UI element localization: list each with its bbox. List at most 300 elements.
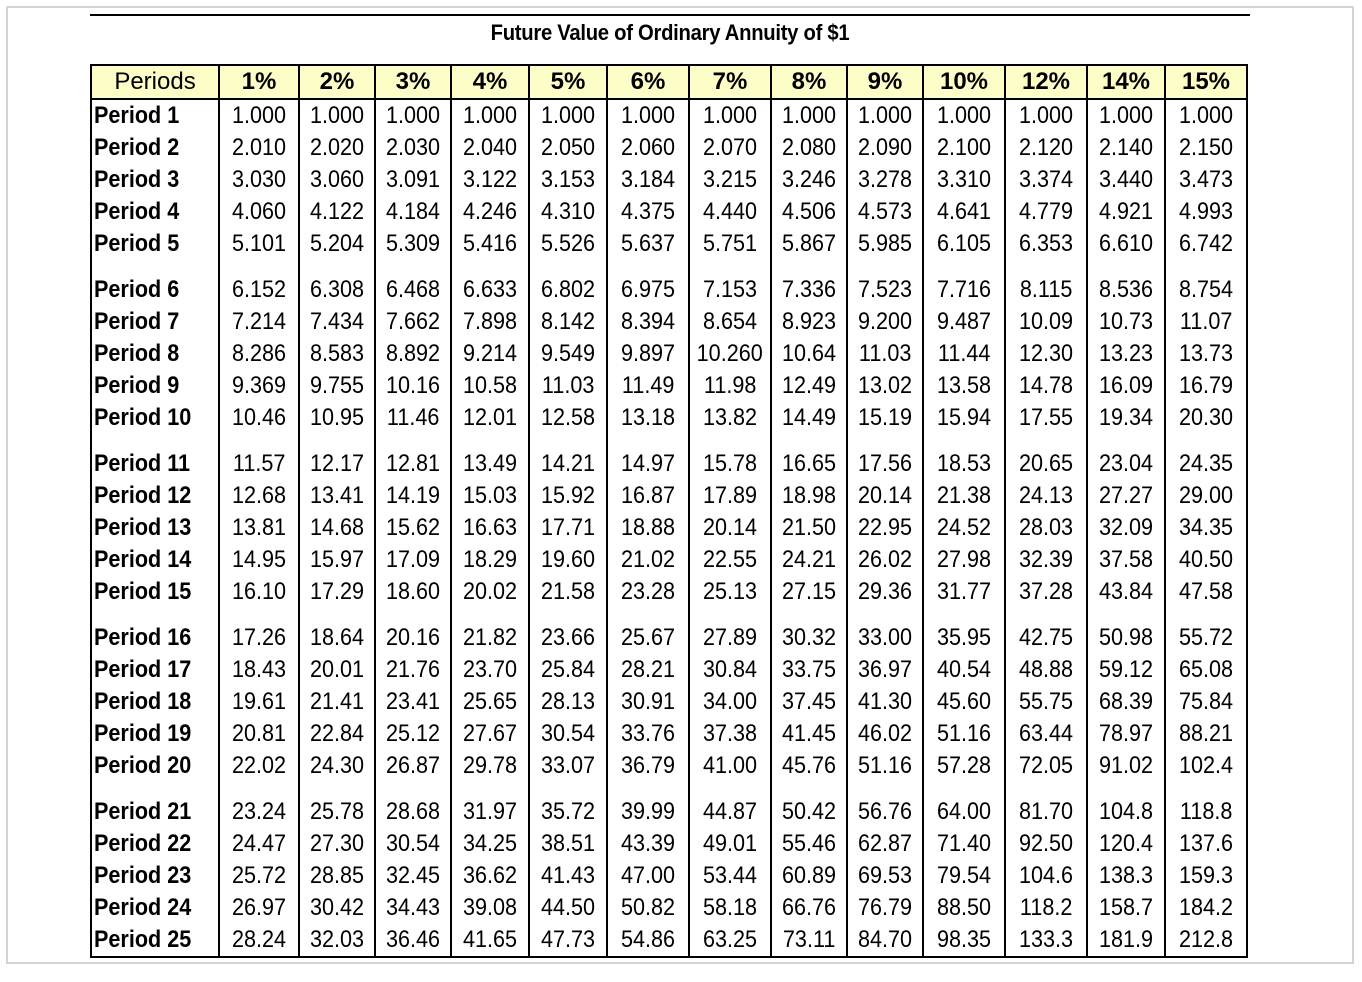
- period-label-text: Period 7: [94, 308, 180, 335]
- value-cell: [1005, 99, 1087, 132]
- value-text: 2.070: [702, 134, 758, 161]
- value-cell: [607, 480, 689, 512]
- rate-header: 7%: [689, 65, 771, 99]
- period-label: [91, 338, 219, 370]
- period-label: [91, 99, 219, 132]
- period-label-text: Period 18: [94, 688, 192, 715]
- value-text: 6.975: [620, 276, 676, 303]
- value-cell: [1005, 306, 1087, 338]
- value-cell: [689, 402, 771, 434]
- value-text: 10.16: [385, 372, 441, 399]
- spacer-cell: [1005, 434, 1087, 448]
- value-text: 102.4: [1178, 752, 1234, 779]
- value-text: 23.28: [620, 578, 676, 605]
- value-text: 2.080: [781, 134, 837, 161]
- value-cell: [1165, 718, 1247, 750]
- value-text: 5.637: [620, 230, 676, 257]
- value-cell: [529, 654, 607, 686]
- period-label: [91, 306, 219, 338]
- value-cell: [219, 544, 299, 576]
- spacer-cell: [607, 260, 689, 274]
- value-cell: [923, 576, 1005, 608]
- value-cell: [607, 402, 689, 434]
- value-text: 20.65: [1018, 450, 1074, 477]
- value-text: 20.01: [309, 656, 365, 683]
- value-cell: [451, 622, 529, 654]
- value-text: 30.91: [620, 688, 676, 715]
- periods-header: Periods: [91, 65, 219, 99]
- value-cell: [1087, 274, 1165, 306]
- value-cell: [299, 860, 375, 892]
- period-label-text: Period 12: [94, 482, 192, 509]
- value-cell: [299, 306, 375, 338]
- rate-header: 6%: [607, 65, 689, 99]
- value-cell: [1165, 892, 1247, 924]
- spacer-cell: [451, 260, 529, 274]
- table-row: [91, 544, 1247, 576]
- value-text: 36.46: [385, 926, 441, 953]
- spacer-cell: [923, 782, 1005, 796]
- value-cell: [299, 448, 375, 480]
- spacer-cell: [689, 608, 771, 622]
- value-cell: [1005, 164, 1087, 196]
- rate-header: 8%: [771, 65, 847, 99]
- value-text: 16.63: [462, 514, 518, 541]
- value-text: 8.536: [1098, 276, 1154, 303]
- table-row: [91, 718, 1247, 750]
- value-text: 23.24: [231, 798, 287, 825]
- value-text: 23.66: [540, 624, 596, 651]
- value-cell: [219, 576, 299, 608]
- spacer-cell: [607, 782, 689, 796]
- value-cell: [847, 196, 923, 228]
- value-text: 22.02: [231, 752, 287, 779]
- period-label: [91, 164, 219, 196]
- value-text: 18.64: [309, 624, 365, 651]
- value-text: 16.65: [781, 450, 837, 477]
- value-text: 39.99: [620, 798, 676, 825]
- value-cell: [219, 654, 299, 686]
- spacer-cell: [375, 782, 451, 796]
- value-cell: [1087, 544, 1165, 576]
- value-cell: [1165, 132, 1247, 164]
- value-text: 17.56: [857, 450, 913, 477]
- value-cell: [1005, 402, 1087, 434]
- value-cell: [375, 480, 451, 512]
- value-text: 46.02: [857, 720, 913, 747]
- value-cell: [923, 750, 1005, 782]
- value-text: 8.654: [702, 308, 758, 335]
- period-label-text: Period 5: [94, 230, 180, 257]
- value-text: 11.03: [858, 340, 912, 367]
- value-text: 13.82: [702, 404, 758, 431]
- value-cell: [689, 924, 771, 957]
- value-cell: [299, 370, 375, 402]
- value-text: 12.68: [231, 482, 287, 509]
- value-cell: [607, 576, 689, 608]
- value-text: 28.21: [620, 656, 676, 683]
- value-text: 33.07: [540, 752, 596, 779]
- table-row: [91, 480, 1247, 512]
- value-text: 13.18: [620, 404, 676, 431]
- value-cell: [771, 402, 847, 434]
- value-cell: [375, 860, 451, 892]
- value-text: 78.97: [1098, 720, 1154, 747]
- value-cell: [529, 480, 607, 512]
- value-cell: [1087, 718, 1165, 750]
- value-cell: [771, 370, 847, 402]
- value-text: 9.214: [462, 340, 518, 367]
- spacer-cell: [529, 782, 607, 796]
- value-text: 27.30: [309, 830, 365, 857]
- value-cell: [1005, 544, 1087, 576]
- value-cell: [771, 892, 847, 924]
- value-text: 6.308: [309, 276, 365, 303]
- value-cell: [1165, 370, 1247, 402]
- value-cell: [1005, 796, 1087, 828]
- value-text: 28.85: [309, 862, 365, 889]
- value-cell: [1005, 828, 1087, 860]
- value-text: 9.487: [936, 308, 992, 335]
- value-cell: [375, 512, 451, 544]
- rate-header: 10%: [923, 65, 1005, 99]
- value-text: 10.09: [1018, 308, 1074, 335]
- value-text: 21.38: [936, 482, 992, 509]
- value-text: 7.214: [231, 308, 287, 335]
- value-cell: [529, 622, 607, 654]
- value-cell: [451, 480, 529, 512]
- value-text: 53.44: [702, 862, 758, 889]
- value-text: 11.49: [621, 372, 675, 399]
- spacer-cell: [299, 260, 375, 274]
- value-text: 26.97: [231, 894, 287, 921]
- value-cell: [529, 512, 607, 544]
- value-cell: [607, 99, 689, 132]
- spacer-cell: [689, 434, 771, 448]
- value-cell: [219, 718, 299, 750]
- spacer-cell: [91, 608, 219, 622]
- spacer-cell: [219, 782, 299, 796]
- value-text: 29.36: [857, 578, 913, 605]
- value-cell: [529, 718, 607, 750]
- value-text: 4.310: [540, 198, 596, 225]
- spacer-cell: [219, 608, 299, 622]
- value-cell: [529, 448, 607, 480]
- value-cell: [1165, 796, 1247, 828]
- value-text: 13.41: [309, 482, 365, 509]
- value-text: 6.152: [231, 276, 287, 303]
- spacer-cell: [1005, 260, 1087, 274]
- value-cell: [771, 338, 847, 370]
- value-cell: [607, 892, 689, 924]
- value-text: 30.42: [309, 894, 365, 921]
- value-text: 13.02: [857, 372, 913, 399]
- value-text: 47.58: [1178, 578, 1234, 605]
- value-text: 45.76: [781, 752, 837, 779]
- value-text: 81.70: [1018, 798, 1074, 825]
- value-cell: [451, 576, 529, 608]
- spacer-cell: [1087, 260, 1165, 274]
- value-text: 21.82: [462, 624, 518, 651]
- value-cell: [375, 196, 451, 228]
- value-cell: [689, 828, 771, 860]
- value-text: 20.14: [857, 482, 913, 509]
- spacer-cell: [91, 260, 219, 274]
- value-text: 25.78: [309, 798, 365, 825]
- value-cell: [923, 228, 1005, 260]
- value-text: 32.03: [309, 926, 365, 953]
- value-text: 25.12: [385, 720, 441, 747]
- value-cell: [219, 622, 299, 654]
- value-cell: [1087, 796, 1165, 828]
- value-text: 25.72: [231, 862, 287, 889]
- value-text: 24.13: [1018, 482, 1074, 509]
- value-cell: [607, 654, 689, 686]
- table-row: [91, 686, 1247, 718]
- value-text: 3.215: [702, 166, 758, 193]
- value-text: 8.394: [620, 308, 676, 335]
- period-label: [91, 448, 219, 480]
- value-text: 33.00: [857, 624, 913, 651]
- value-cell: [299, 228, 375, 260]
- value-text: 19.34: [1098, 404, 1154, 431]
- value-text: 23.04: [1098, 450, 1154, 477]
- value-cell: [607, 796, 689, 828]
- value-cell: [1165, 480, 1247, 512]
- period-label: [91, 228, 219, 260]
- value-text: 6.742: [1178, 230, 1234, 257]
- value-text: 88.50: [936, 894, 992, 921]
- value-cell: [847, 99, 923, 132]
- value-cell: [1005, 622, 1087, 654]
- future-value-table: [90, 64, 1248, 958]
- table-row: [91, 370, 1247, 402]
- period-label: [91, 718, 219, 750]
- value-text: 72.05: [1018, 752, 1074, 779]
- value-cell: [1087, 654, 1165, 686]
- spacer-cell: [607, 434, 689, 448]
- value-cell: [847, 750, 923, 782]
- value-text: 40.54: [936, 656, 992, 683]
- value-text: 138.3: [1098, 862, 1154, 889]
- value-text: 8.892: [385, 340, 441, 367]
- value-cell: [375, 306, 451, 338]
- value-cell: [451, 718, 529, 750]
- value-cell: [375, 622, 451, 654]
- value-text: 13.73: [1178, 340, 1234, 367]
- value-text: 13.81: [231, 514, 287, 541]
- value-text: 41.45: [781, 720, 837, 747]
- value-cell: [529, 306, 607, 338]
- value-text: 63.25: [702, 926, 758, 953]
- period-label-text: Period 19: [94, 720, 192, 747]
- value-text: 20.02: [462, 578, 518, 605]
- period-label: [91, 576, 219, 608]
- value-text: 49.01: [702, 830, 758, 857]
- period-label-text: Period 8: [94, 340, 180, 367]
- period-label-text: Period 1: [94, 102, 180, 129]
- value-cell: [847, 718, 923, 750]
- value-cell: [299, 622, 375, 654]
- value-cell: [689, 686, 771, 718]
- value-text: 25.84: [540, 656, 596, 683]
- value-cell: [299, 132, 375, 164]
- value-text: 27.67: [462, 720, 518, 747]
- value-cell: [219, 196, 299, 228]
- value-text: 50.42: [781, 798, 837, 825]
- value-text: 84.70: [857, 926, 913, 953]
- value-text: 16.10: [231, 578, 287, 605]
- value-text: 16.87: [620, 482, 676, 509]
- value-text: 11.03: [541, 372, 595, 399]
- spacer-cell: [1087, 608, 1165, 622]
- value-text: 4.506: [781, 198, 837, 225]
- value-cell: [689, 196, 771, 228]
- value-cell: [1087, 402, 1165, 434]
- value-text: 1.000: [385, 102, 441, 129]
- table-title: Future Value of Ordinary Annuity of $1: [490, 20, 850, 45]
- value-cell: [299, 196, 375, 228]
- value-text: 7.662: [385, 308, 441, 335]
- period-label-text: Period 6: [94, 276, 180, 303]
- spacer-cell: [1005, 608, 1087, 622]
- table-body: [91, 99, 1247, 957]
- value-cell: [1165, 860, 1247, 892]
- value-cell: [847, 512, 923, 544]
- value-text: 34.25: [462, 830, 518, 857]
- value-cell: [529, 828, 607, 860]
- spacer-cell: [299, 782, 375, 796]
- value-cell: [923, 448, 1005, 480]
- value-cell: [923, 338, 1005, 370]
- value-text: 2.010: [231, 134, 287, 161]
- value-cell: [1005, 512, 1087, 544]
- value-text: 28.24: [231, 926, 287, 953]
- value-text: 41.65: [462, 926, 518, 953]
- value-cell: [607, 686, 689, 718]
- value-text: 5.526: [540, 230, 596, 257]
- value-cell: [1087, 576, 1165, 608]
- period-label: [91, 622, 219, 654]
- value-text: 104.6: [1018, 862, 1074, 889]
- value-text: 4.060: [231, 198, 287, 225]
- value-cell: [847, 132, 923, 164]
- table-row: [91, 402, 1247, 434]
- period-label-text: Period 14: [94, 546, 192, 573]
- value-text: 120.4: [1098, 830, 1154, 857]
- value-text: 15.03: [462, 482, 518, 509]
- value-text: 8.115: [1019, 276, 1073, 303]
- value-cell: [689, 228, 771, 260]
- value-text: 18.98: [781, 482, 837, 509]
- value-text: 13.23: [1098, 340, 1154, 367]
- period-label: [91, 796, 219, 828]
- table-row: [91, 196, 1247, 228]
- period-label: [91, 132, 219, 164]
- value-cell: [529, 796, 607, 828]
- value-cell: [771, 544, 847, 576]
- value-cell: [1087, 228, 1165, 260]
- value-cell: [689, 860, 771, 892]
- value-cell: [923, 512, 1005, 544]
- value-cell: [219, 796, 299, 828]
- value-text: 3.310: [936, 166, 992, 193]
- value-text: 31.77: [936, 578, 992, 605]
- period-label-text: Period 10: [94, 404, 192, 431]
- value-text: 10.73: [1098, 308, 1154, 335]
- value-cell: [1005, 228, 1087, 260]
- value-cell: [375, 370, 451, 402]
- value-text: 8.923: [781, 308, 837, 335]
- spacer-cell: [529, 260, 607, 274]
- value-cell: [1087, 370, 1165, 402]
- value-cell: [451, 274, 529, 306]
- value-text: 22.84: [309, 720, 365, 747]
- period-label: [91, 750, 219, 782]
- value-text: 212.8: [1178, 926, 1234, 953]
- value-cell: [771, 99, 847, 132]
- value-cell: [847, 654, 923, 686]
- value-cell: [299, 686, 375, 718]
- value-cell: [923, 544, 1005, 576]
- value-cell: [529, 132, 607, 164]
- value-text: 8.286: [231, 340, 287, 367]
- value-text: 23.70: [462, 656, 518, 683]
- value-cell: [607, 338, 689, 370]
- value-cell: [451, 686, 529, 718]
- value-text: 1.000: [781, 102, 837, 129]
- value-text: 31.97: [462, 798, 518, 825]
- value-text: 36.97: [857, 656, 913, 683]
- value-text: 1.000: [936, 102, 992, 129]
- value-cell: [219, 480, 299, 512]
- value-cell: [375, 132, 451, 164]
- value-text: 9.200: [857, 308, 913, 335]
- value-text: 6.468: [385, 276, 441, 303]
- value-cell: [847, 480, 923, 512]
- value-cell: [1165, 196, 1247, 228]
- value-text: 28.03: [1018, 514, 1074, 541]
- value-text: 4.573: [857, 198, 913, 225]
- period-label-text: Period 16: [94, 624, 192, 651]
- value-text: 29.78: [462, 752, 518, 779]
- value-cell: [375, 402, 451, 434]
- value-cell: [771, 860, 847, 892]
- value-text: 32.45: [385, 862, 441, 889]
- value-text: 2.150: [1178, 134, 1234, 161]
- table-row: [91, 860, 1247, 892]
- value-text: 4.641: [936, 198, 992, 225]
- value-text: 18.29: [462, 546, 518, 573]
- value-text: 2.060: [620, 134, 676, 161]
- spacer-cell: [1087, 434, 1165, 448]
- value-cell: [451, 228, 529, 260]
- value-text: 45.60: [936, 688, 992, 715]
- value-cell: [219, 132, 299, 164]
- period-label-text: Period 4: [94, 198, 180, 225]
- value-text: 11.07: [1179, 308, 1233, 335]
- value-cell: [847, 796, 923, 828]
- period-label-text: Period 15: [94, 578, 192, 605]
- value-text: 21.58: [540, 578, 596, 605]
- value-text: 7.523: [857, 276, 913, 303]
- value-text: 24.47: [231, 830, 287, 857]
- value-text: 1.000: [702, 102, 758, 129]
- value-cell: [299, 924, 375, 957]
- value-text: 17.55: [1018, 404, 1074, 431]
- value-cell: [299, 718, 375, 750]
- value-cell: [847, 686, 923, 718]
